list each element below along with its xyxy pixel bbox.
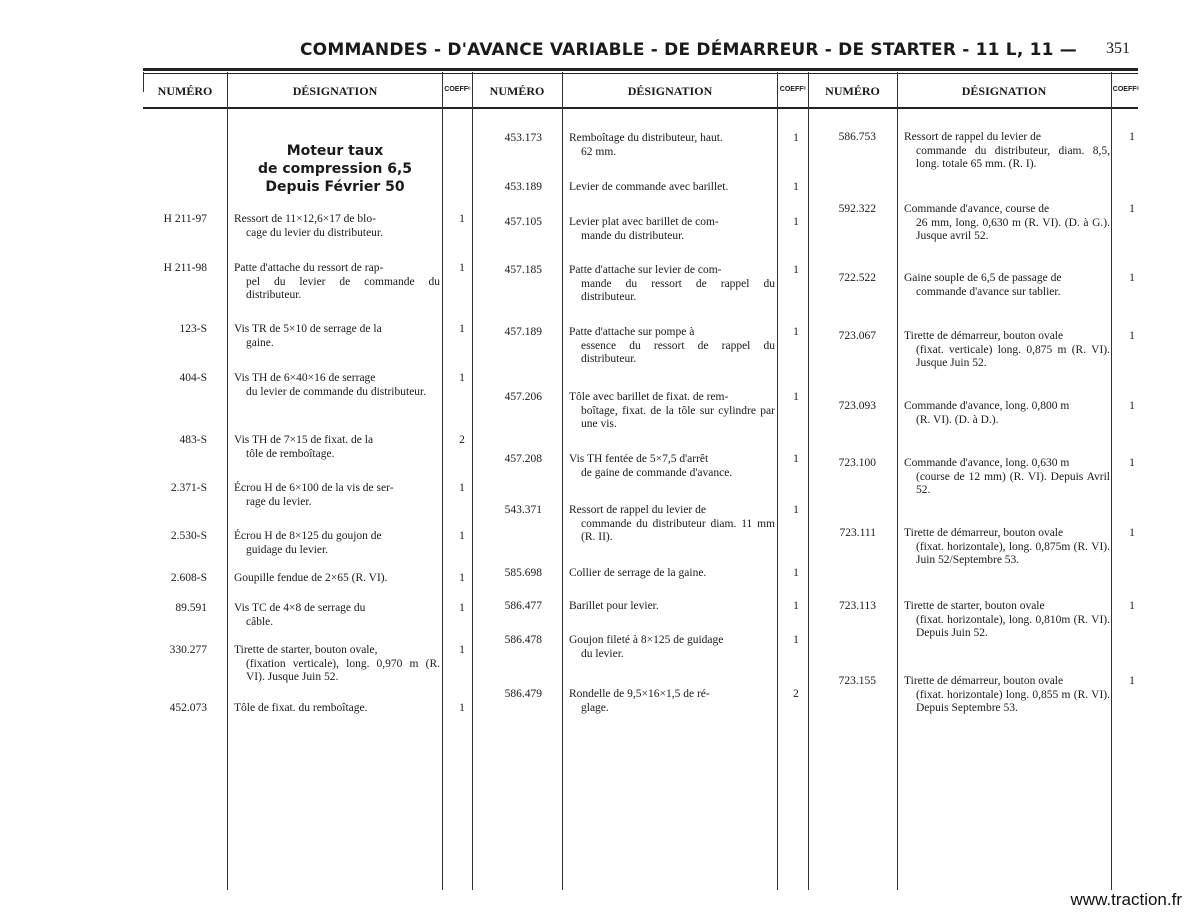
designation-continuation: commande du distributeur diam. 11 mm (R. II). [581, 517, 775, 543]
part-number: 89.591 [175, 602, 207, 614]
designation-continuation: (fixation verticale), long. 0,970 m (R. VI). Jusque Juin 52. [246, 657, 440, 683]
part-coefficient: 1 [1129, 131, 1135, 143]
part-coefficient: 1 [459, 702, 465, 714]
designation-line: Commande d'avance, long. 0,630 m [904, 457, 1070, 469]
part-designation [234, 702, 440, 716]
designation-line: Goujon fileté à 8×125 de guidage [569, 634, 724, 646]
part-number: 723.093 [838, 400, 876, 412]
part-designation [234, 434, 440, 461]
designation-line: Vis TH de 6×40×16 de serrage [234, 372, 376, 384]
part-number: 723.113 [839, 600, 876, 612]
designation-continuation: (course de 12 mm) (R. VI). Depuis Avril 52. [916, 470, 1110, 496]
part-coefficient: 1 [793, 453, 799, 465]
part-coefficient: 1 [793, 634, 799, 646]
designation-continuation: mande du distributeur. [581, 229, 685, 242]
part-number: 330.277 [169, 644, 207, 656]
designation-line: Vis TH fentée de 5×7,5 d'arrêt [569, 453, 709, 465]
designation-line: Ressort de rappel du levier de [904, 131, 1041, 143]
designation-line: Remboîtage du distributeur, haut. [569, 132, 723, 144]
designation-continuation: (R. VI). (D. à D.). [916, 413, 999, 426]
designation-line: Vis TR de 5×10 de serrage de la [234, 323, 382, 335]
column-divider [143, 72, 144, 92]
part-designation [569, 688, 775, 715]
designation-continuation: du levier de commande du distributeur. [246, 385, 427, 398]
part-number: 2.371-S [170, 482, 207, 494]
section-heading-line2: de compression 6,5 [257, 161, 413, 177]
designation-continuation: gaine. [246, 336, 274, 349]
column-divider [1111, 72, 1112, 890]
page-number: 351 [1106, 40, 1130, 57]
site-watermark: www.traction.fr [1070, 890, 1182, 909]
part-coefficient: 1 [793, 181, 799, 193]
part-designation [234, 572, 440, 586]
designation-line: Collier de serrage de la gaine. [569, 567, 707, 579]
part-number: 457.105 [504, 216, 542, 228]
part-number: 457.189 [504, 326, 542, 338]
part-number: 586.479 [504, 688, 542, 700]
part-designation [569, 264, 775, 305]
designation-continuation: rage du levier. [246, 495, 312, 508]
page-title: COMMANDES - D'AVANCE VARIABLE - DE DÉMARREUR - DE STARTER - 11 L, 11 — [300, 40, 1077, 60]
part-number: 586.477 [504, 600, 542, 612]
section-heading-line1: Moteur taux [286, 143, 384, 159]
designation-continuation: de gaine de commande d'avance. [581, 466, 733, 479]
part-designation [569, 634, 775, 661]
designation-line: Goupille fendue de 2×65 (R. VI). [234, 572, 388, 584]
designation-continuation: mande du ressort de rappel du distributeur. [581, 277, 775, 303]
designation-line: Barillet pour levier. [569, 600, 659, 612]
part-number: 723.100 [838, 457, 876, 469]
designation-continuation: tôle de remboîtage. [246, 447, 335, 460]
designation-continuation: guidage du levier. [246, 543, 329, 556]
part-number: 2.530-S [170, 530, 207, 542]
section-heading-line3: Depuis Février 50 [265, 179, 405, 195]
designation-line: Tirette de starter, bouton ovale, [234, 644, 378, 656]
part-coefficient: 1 [793, 326, 799, 338]
designation-continuation: câble. [246, 615, 274, 628]
part-designation [904, 203, 1110, 244]
part-coefficient: 1 [1129, 457, 1135, 469]
part-coefficient: 1 [459, 372, 465, 384]
column-divider [897, 72, 898, 890]
part-coefficient: 1 [459, 323, 465, 335]
part-designation [234, 530, 440, 557]
part-number: 586.753 [838, 131, 876, 143]
part-number: 586.478 [504, 634, 542, 646]
part-coefficient: 1 [793, 216, 799, 228]
part-designation [569, 504, 775, 545]
designation-continuation: essence du ressort de rappel du distributeur. [581, 339, 775, 365]
designation-continuation: glage. [581, 701, 609, 714]
part-coefficient: 1 [459, 644, 465, 656]
part-designation [904, 400, 1110, 427]
part-number: 483-S [179, 434, 207, 446]
column-header-coeff: COEFFᶜ [779, 86, 807, 93]
part-number: 123-S [179, 323, 207, 335]
designation-continuation: (fixat. horizontale) long. 0,855 m (R. VI). Depuis Septembre 53. [916, 688, 1110, 714]
part-designation [234, 482, 440, 509]
part-designation [904, 457, 1110, 498]
designation-line: Commande d'avance, course de [904, 203, 1050, 215]
column-header-designation: DÉSIGNATION [292, 84, 378, 98]
part-designation [569, 600, 775, 614]
designation-line: Ressort de rappel du levier de [569, 504, 706, 516]
part-coefficient: 1 [459, 213, 465, 225]
part-designation [904, 675, 1110, 716]
designation-line: Tirette de starter, bouton ovale [904, 600, 1045, 612]
header-rule-thin [143, 73, 1138, 74]
designation-continuation: commande du distributeur, diam. 8,5, long. totale 65 mm. (R. I). [916, 144, 1110, 170]
column-header-rule [143, 107, 1138, 109]
part-number: 404-S [179, 372, 207, 384]
column-header-designation: DÉSIGNATION [627, 84, 713, 98]
column-divider [442, 72, 443, 890]
part-designation [569, 326, 775, 367]
designation-line: Levier de commande avec barillet. [569, 181, 729, 193]
part-coefficient: 2 [459, 434, 465, 446]
part-designation [569, 132, 775, 159]
part-designation [904, 131, 1110, 172]
part-coefficient: 2 [793, 688, 799, 700]
designation-line: Commande d'avance, long. 0,800 m [904, 400, 1070, 412]
part-coefficient: 1 [1129, 330, 1135, 342]
part-number: 592.322 [838, 203, 876, 215]
part-number: 457.208 [504, 453, 542, 465]
part-number: 723.111 [839, 527, 876, 539]
column-divider [808, 72, 809, 890]
part-coefficient: 1 [793, 600, 799, 612]
part-number: 722.522 [838, 272, 876, 284]
part-designation [569, 567, 775, 581]
column-divider [472, 72, 473, 890]
designation-line: Ressort de 11×12,6×17 de blo- [234, 213, 376, 225]
designation-continuation: commande d'avance sur tablier. [916, 285, 1061, 298]
header-rule-thick [143, 68, 1138, 71]
part-coefficient: 1 [793, 504, 799, 516]
designation-line: Patte d'attache sur pompe à [569, 326, 695, 338]
part-designation [904, 330, 1110, 371]
part-coefficient: 1 [1129, 527, 1135, 539]
part-designation [234, 644, 440, 685]
designation-line: Écrou H de 6×100 de la vis de ser- [234, 482, 394, 494]
column-header-numero: NUMÉRO [157, 84, 213, 98]
designation-line: Tirette de démarreur, bouton ovale [904, 675, 1064, 687]
part-coefficient: 1 [1129, 600, 1135, 612]
part-designation [569, 216, 775, 243]
column-header-numero: NUMÉRO [825, 84, 880, 98]
part-coefficient: 1 [459, 572, 465, 584]
designation-line: Vis TH de 7×15 de fixat. de la [234, 434, 374, 446]
part-coefficient: 1 [459, 262, 465, 274]
designation-line: Vis TC de 4×8 de serrage du [234, 602, 366, 614]
part-coefficient: 1 [1129, 272, 1135, 284]
part-designation [234, 323, 440, 350]
designation-line: Tôle de fixat. du remboîtage. [234, 702, 368, 714]
designation-continuation: boîtage, fixat. de la tôle sur cylindre par une vis. [581, 404, 775, 430]
designation-line: Tôle avec barillet de fixat. de rem- [569, 391, 729, 403]
part-designation [569, 391, 775, 432]
part-coefficient: 1 [459, 530, 465, 542]
part-coefficient: 1 [793, 132, 799, 144]
section-heading [240, 142, 430, 196]
designation-line: Patte d'attache sur levier de com- [569, 264, 722, 276]
part-coefficient: 1 [793, 264, 799, 276]
part-number: 585.698 [504, 567, 542, 579]
part-designation [569, 181, 775, 195]
designation-continuation: 26 mm, long. 0,630 m (R. VI). (D. à G.). Jusque avril 52. [916, 216, 1110, 242]
part-designation [904, 272, 1110, 299]
designation-continuation: 62 mm. [581, 145, 617, 158]
column-header-coeff: COEFFᶜ [444, 86, 471, 93]
part-designation [569, 453, 775, 480]
column-divider [227, 72, 228, 890]
designation-line: Tirette de démarreur, bouton ovale [904, 527, 1064, 539]
part-number: 457.206 [504, 391, 542, 403]
part-number: H 211-98 [163, 262, 207, 274]
column-header-numero: NUMÉRO [489, 84, 545, 98]
part-number: 2.608-S [170, 572, 207, 584]
part-number: 723.155 [838, 675, 876, 687]
designation-continuation: pel du levier de commande du distributeur. [246, 275, 440, 301]
designation-line: Écrou H de 8×125 du goujon de [234, 530, 382, 542]
part-number: 543.371 [504, 504, 542, 516]
part-designation [904, 527, 1110, 568]
part-number: 457.185 [504, 264, 542, 276]
part-number: H 211-97 [163, 213, 207, 225]
part-coefficient: 1 [1129, 675, 1135, 687]
designation-line: Tirette de démarreur, bouton ovale [904, 330, 1064, 342]
designation-line: Rondelle de 9,5×16×1,5 de ré- [569, 688, 710, 700]
part-designation [234, 262, 440, 303]
column-header-designation: DÉSIGNATION [961, 84, 1047, 98]
designation-line: Patte d'attache du ressort de rap- [234, 262, 384, 274]
designation-line: Levier plat avec barillet de com- [569, 216, 719, 228]
designation-continuation: (fixat. horizontale), long. 0,810m (R. VI). Depuis Juin 52. [916, 613, 1110, 639]
part-designation [234, 602, 440, 629]
part-number: 453.173 [504, 132, 542, 144]
column-header-coeff: COEFFᶜ [1112, 86, 1140, 93]
part-coefficient: 1 [793, 567, 799, 579]
part-number: 453.189 [504, 181, 542, 193]
designation-continuation: (fixat. horizontale), long. 0,875m (R. VI). Juin 52/Septembre 53. [916, 540, 1110, 566]
part-designation [904, 600, 1110, 641]
part-coefficient: 1 [459, 482, 465, 494]
designation-continuation: du levier. [581, 647, 624, 660]
column-divider [562, 72, 563, 890]
part-coefficient: 1 [1129, 400, 1135, 412]
part-designation [234, 372, 440, 399]
designation-continuation: (fixat. verticale) long. 0,875 m (R. VI). Jusque Juin 52. [916, 343, 1110, 369]
part-number: 723.067 [838, 330, 876, 342]
column-divider [777, 72, 778, 890]
part-coefficient: 1 [459, 602, 465, 614]
designation-line: Gaine souple de 6,5 de passage de [904, 272, 1062, 284]
part-coefficient: 1 [1129, 203, 1135, 215]
part-number: 452.073 [169, 702, 207, 714]
designation-continuation: cage du levier du distributeur. [246, 226, 384, 239]
part-coefficient: 1 [793, 391, 799, 403]
part-designation [234, 213, 440, 240]
